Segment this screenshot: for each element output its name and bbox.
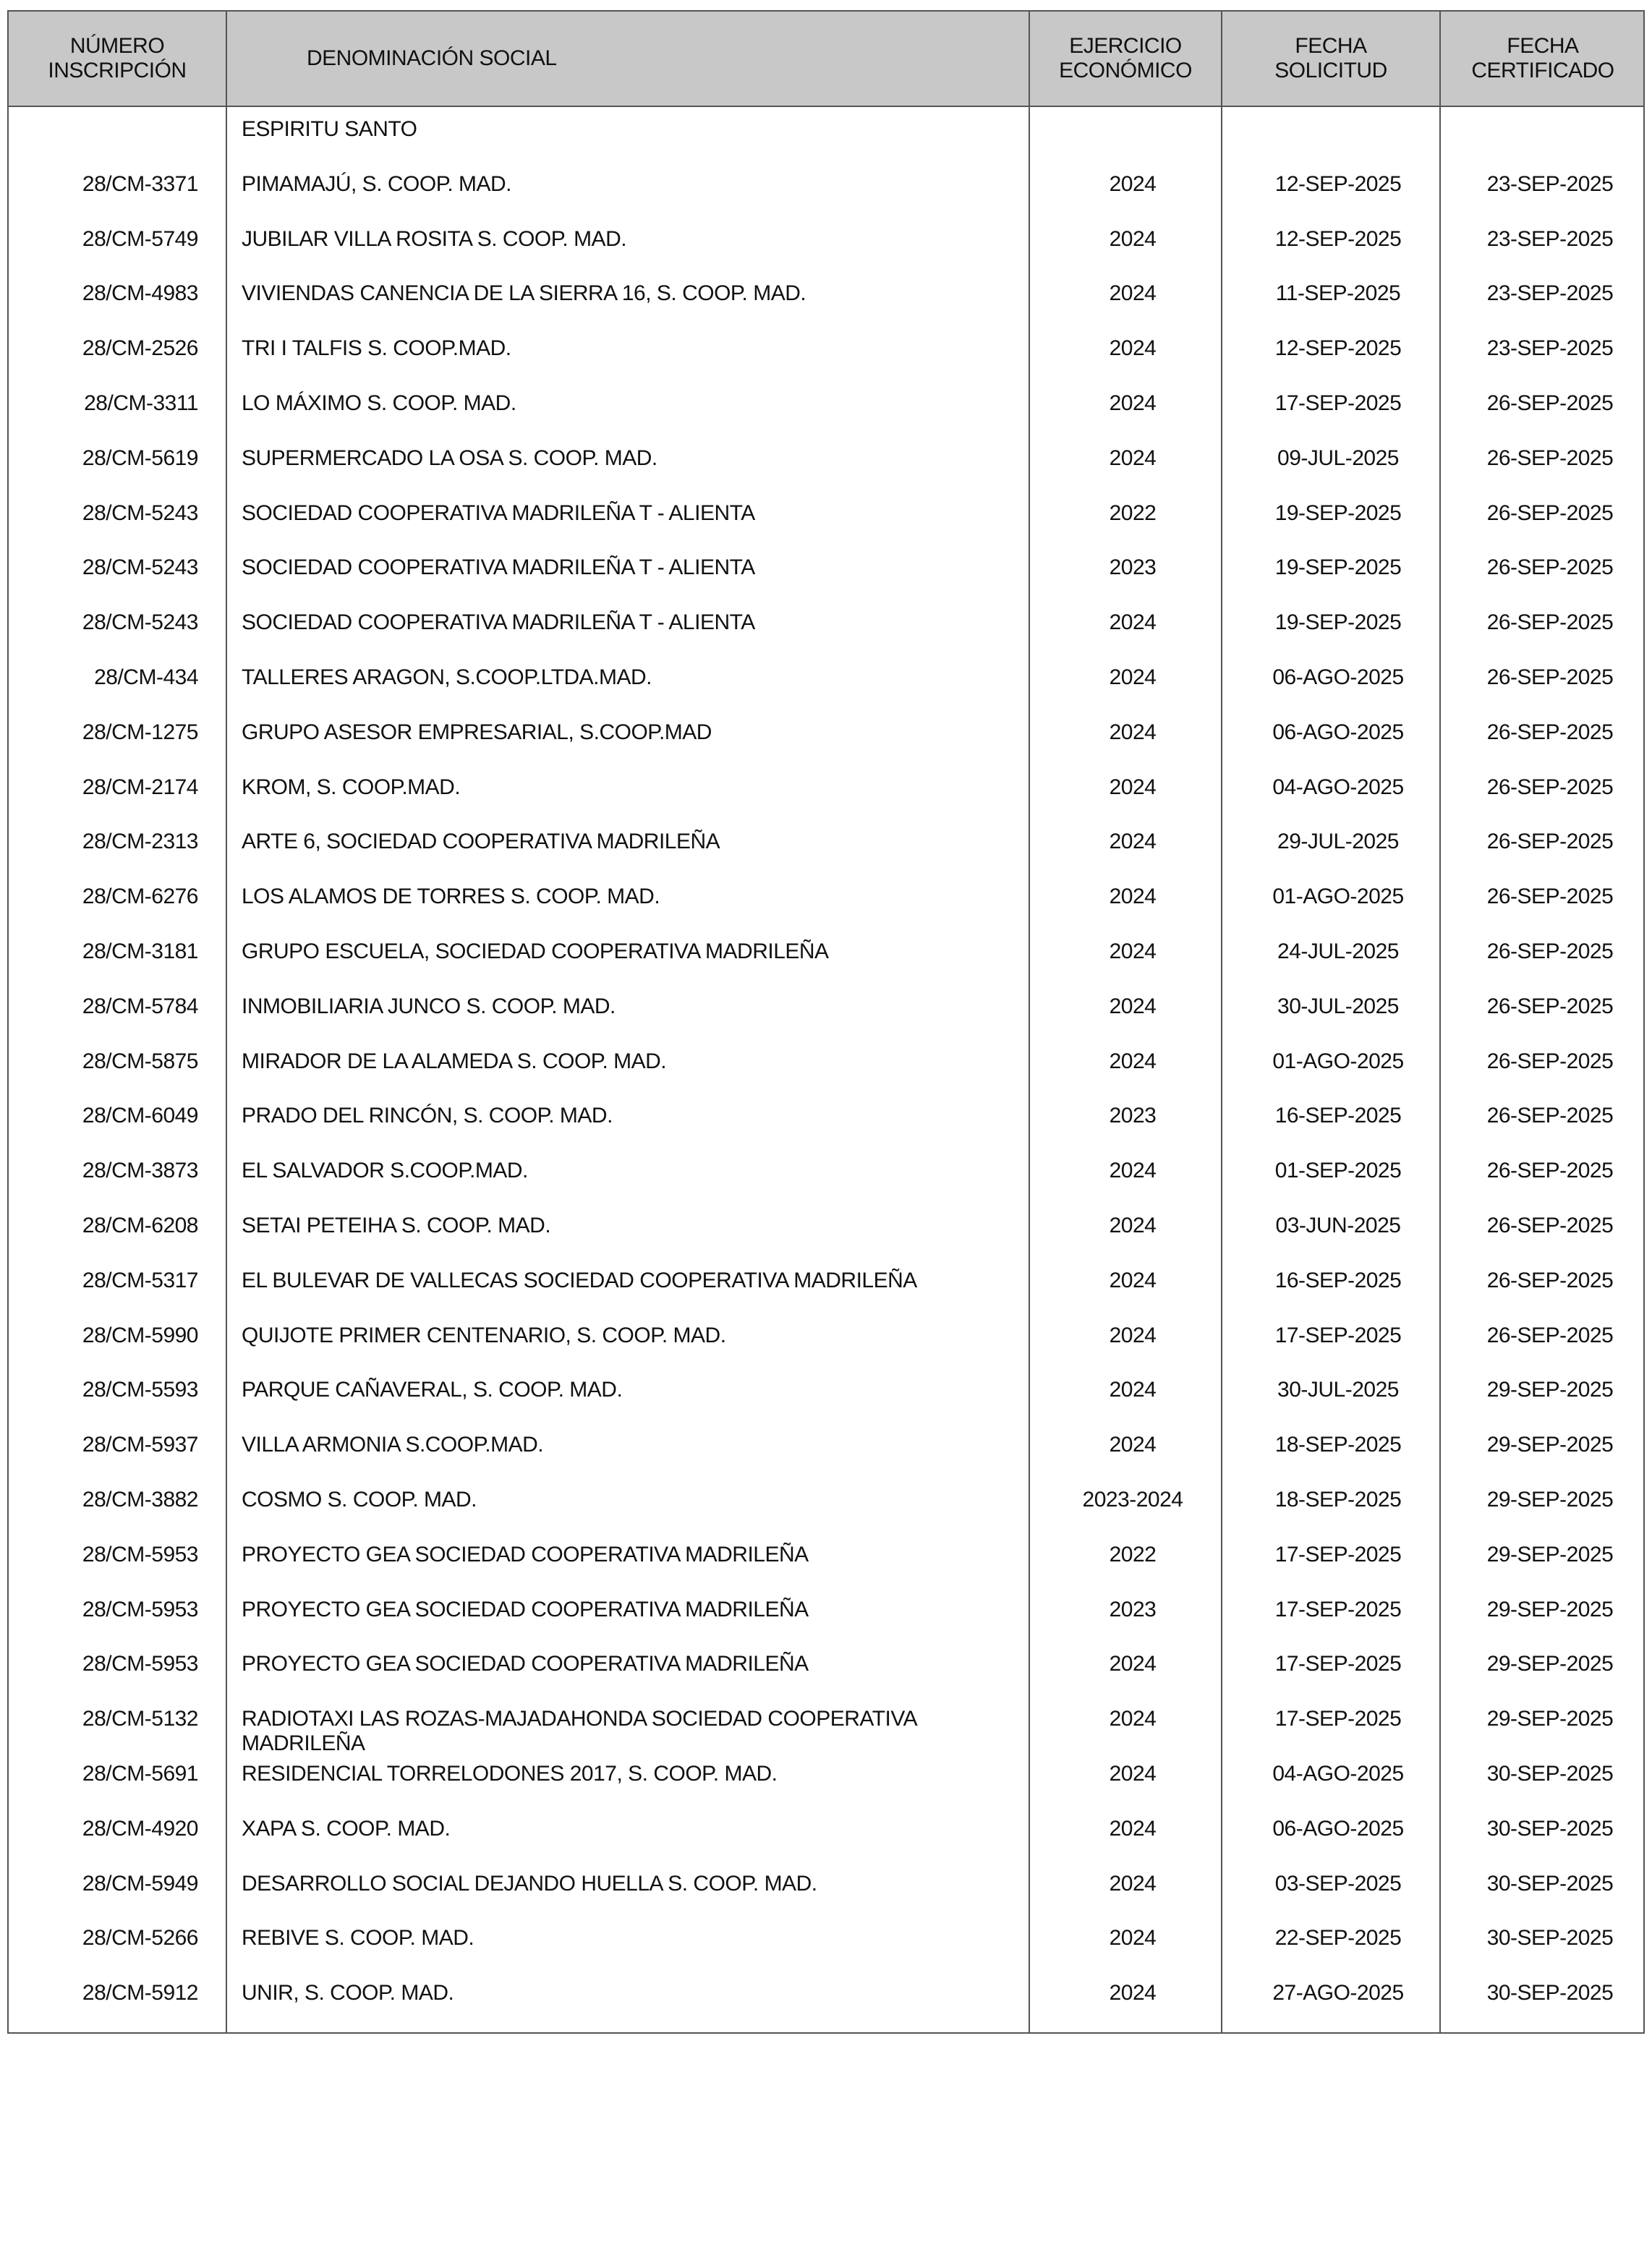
request-date: 17-SEP-2025: [1274, 391, 1402, 415]
certificate-date: 26-SEP-2025: [1486, 1268, 1614, 1292]
fiscal-year: 2024: [1109, 1268, 1157, 1292]
certificate-date: 30-SEP-2025: [1486, 1926, 1614, 1951]
company-name: RESIDENCIAL TORRELODONES 2017, S. COOP. MAD.: [242, 1762, 778, 1786]
company-name: EL BULEVAR DE VALLECAS SOCIEDAD COOPERATIVA MADRILEÑA: [242, 1268, 917, 1292]
company-name: QUIJOTE PRIMER CENTENARIO, S. COOP. MAD.: [242, 1323, 726, 1347]
request-date: 22-SEP-2025: [1274, 1926, 1402, 1951]
registration-number: 28/CM-3181: [82, 939, 198, 963]
certificate-date: 26-SEP-2025: [1486, 555, 1614, 580]
request-date: 11-SEP-2025: [1275, 281, 1401, 306]
table-row: [9, 161, 1643, 215]
fiscal-year: 2024: [1109, 994, 1157, 1018]
fiscal-year: 2024: [1109, 1981, 1157, 2006]
company-name: DESARROLLO SOCIAL DEJANDO HUELLA S. COOP. MAD.: [242, 1871, 817, 1896]
fiscal-year: 2024: [1109, 1926, 1157, 1951]
fiscal-year: 2023-2024: [1082, 1488, 1183, 1512]
header-fecha-solicitud: FECHA SOLICITUD: [1274, 34, 1387, 82]
company-name: RADIOTAXI LAS ROZAS-MAJADAHONDA SOCIEDAD COOPERATIVA MADRILEÑA: [242, 1707, 916, 1756]
registration-number: 28/CM-3371: [82, 171, 198, 196]
request-date: 01-SEP-2025: [1274, 1159, 1402, 1183]
request-date: 30-JUL-2025: [1277, 994, 1399, 1018]
certificate-date: 26-SEP-2025: [1486, 1323, 1614, 1347]
request-date: 18-SEP-2025: [1274, 1488, 1402, 1512]
registration-number: 28/CM-5593: [82, 1378, 198, 1402]
company-name: ESPIRITU SANTO: [242, 117, 417, 141]
table-row: [9, 1640, 1643, 1695]
company-name: EL SALVADOR S.COOP.MAD.: [242, 1159, 528, 1183]
company-name: SOCIEDAD COOPERATIVA MADRILEÑA T - ALIENTA: [242, 610, 755, 635]
certificate-date: 26-SEP-2025: [1486, 1104, 1614, 1128]
fiscal-year: 2024: [1109, 336, 1157, 361]
certificate-date: 30-SEP-2025: [1486, 1981, 1614, 2006]
company-name: PROYECTO GEA SOCIEDAD COOPERATIVA MADRILEÑA: [242, 1542, 809, 1567]
table-row: [9, 325, 1643, 379]
company-name: SETAI PETEIHA S. COOP. MAD.: [242, 1214, 551, 1237]
table-row: [9, 106, 1643, 160]
certificate-date: 26-SEP-2025: [1486, 500, 1614, 525]
company-name: XAPA S. COOP. MAD.: [242, 1816, 451, 1841]
table-row: [9, 1695, 1643, 1756]
fiscal-year: 2024: [1109, 1707, 1157, 1731]
fiscal-year: 2024: [1109, 1652, 1157, 1676]
certificate-date: 23-SEP-2025: [1486, 226, 1614, 251]
registration-number: 28/CM-6208: [82, 1214, 198, 1237]
request-date: 17-SEP-2025: [1274, 1597, 1402, 1621]
table-row: [9, 873, 1643, 927]
table-row: [9, 1860, 1643, 1914]
request-date: 06-AGO-2025: [1272, 720, 1404, 744]
company-name: LO MÁXIMO S. COOP. MAD.: [242, 391, 516, 415]
table-row: [9, 1750, 1643, 1804]
certificate-date: 26-SEP-2025: [1486, 720, 1614, 744]
certificate-date: 29-SEP-2025: [1486, 1433, 1614, 1457]
fiscal-year: 2023: [1109, 555, 1157, 580]
certificate-date: 26-SEP-2025: [1486, 830, 1614, 854]
fiscal-year: 2024: [1109, 226, 1157, 251]
table-row: [9, 599, 1643, 653]
fiscal-year: 2024: [1109, 830, 1157, 854]
table-row: [9, 1476, 1643, 1530]
registration-number: 28/CM-5912: [82, 1981, 198, 2006]
fiscal-year: 2023: [1109, 1597, 1157, 1621]
request-date: 17-SEP-2025: [1274, 1707, 1402, 1731]
registration-number: 28/CM-4920: [82, 1816, 198, 1841]
table-header: [9, 12, 1643, 107]
company-name: INMOBILIARIA JUNCO S. COOP. MAD.: [242, 994, 616, 1018]
registration-number: 28/CM-5132: [82, 1707, 198, 1731]
registration-number: 28/CM-5266: [82, 1926, 198, 1951]
fiscal-year: 2023: [1109, 1104, 1157, 1128]
registration-number: 28/CM-5749: [82, 226, 198, 251]
company-name: SOCIEDAD COOPERATIVA MADRILEÑA T - ALIENTA: [242, 555, 755, 580]
certificate-date: 29-SEP-2025: [1486, 1707, 1614, 1731]
registration-number: 28/CM-5990: [82, 1323, 198, 1347]
table-row: [9, 270, 1643, 324]
registration-number: 28/CM-6049: [82, 1104, 198, 1128]
request-date: 24-JUL-2025: [1277, 939, 1399, 963]
fiscal-year: 2024: [1109, 391, 1157, 415]
certificate-date: 29-SEP-2025: [1486, 1488, 1614, 1512]
company-name: GRUPO ASESOR EMPRESARIAL, S.COOP.MAD: [242, 720, 712, 744]
request-date: 29-JUL-2025: [1277, 830, 1399, 854]
table-row: [9, 435, 1643, 489]
company-name: KROM, S. COOP.MAD.: [242, 775, 461, 799]
registration-number: 28/CM-434: [94, 665, 198, 689]
registration-number: 28/CM-5619: [82, 446, 198, 470]
header-numero: NÚMERO INSCRIPCIÓN: [48, 34, 187, 82]
fiscal-year: 2022: [1109, 500, 1157, 525]
request-date: 03-JUN-2025: [1275, 1214, 1401, 1237]
company-name: VIVIENDAS CANENCIA DE LA SIERRA 16, S. COOP. MAD.: [242, 281, 806, 306]
request-date: 12-SEP-2025: [1274, 226, 1402, 251]
company-name: SOCIEDAD COOPERATIVA MADRILEÑA T - ALIENTA: [242, 500, 755, 525]
table-row: [9, 818, 1643, 872]
request-date: 16-SEP-2025: [1274, 1104, 1402, 1128]
registration-number: 28/CM-2526: [82, 336, 198, 361]
fiscal-year: 2024: [1109, 665, 1157, 689]
fiscal-year: 2024: [1109, 885, 1157, 909]
table-row: [9, 1366, 1643, 1420]
registration-number: 28/CM-6276: [82, 885, 198, 909]
request-date: 03-SEP-2025: [1274, 1871, 1402, 1896]
cooperatives-table: [7, 10, 1645, 2034]
company-name: VILLA ARMONIA S.COOP.MAD.: [242, 1433, 544, 1457]
fiscal-year: 2024: [1109, 1871, 1157, 1896]
company-name: TALLERES ARAGON, S.COOP.LTDA.MAD.: [242, 665, 652, 689]
certificate-date: 30-SEP-2025: [1486, 1816, 1614, 1841]
request-date: 30-JUL-2025: [1277, 1378, 1399, 1402]
registration-number: 28/CM-5243: [82, 555, 198, 580]
fiscal-year: 2024: [1109, 1214, 1157, 1237]
table-row: [9, 1147, 1643, 1201]
fiscal-year: 2024: [1109, 281, 1157, 306]
request-date: 06-AGO-2025: [1272, 665, 1404, 689]
fiscal-year: 2024: [1109, 720, 1157, 744]
certificate-date: 26-SEP-2025: [1486, 610, 1614, 635]
request-date: 19-SEP-2025: [1274, 610, 1402, 635]
request-date: 27-AGO-2025: [1272, 1981, 1404, 2006]
request-date: 12-SEP-2025: [1274, 171, 1402, 196]
certificate-date: 26-SEP-2025: [1486, 391, 1614, 415]
company-name: GRUPO ESCUELA, SOCIEDAD COOPERATIVA MADRILEÑA: [242, 939, 829, 963]
request-date: 17-SEP-2025: [1274, 1323, 1402, 1347]
registration-number: 28/CM-5243: [82, 610, 198, 635]
fiscal-year: 2024: [1109, 1433, 1157, 1457]
registration-number: 28/CM-5937: [82, 1433, 198, 1457]
request-date: 09-JUL-2025: [1277, 446, 1399, 470]
company-name: PIMAMAJÚ, S. COOP. MAD.: [242, 171, 512, 196]
table-row: [9, 654, 1643, 708]
table-row: [9, 1421, 1643, 1475]
registration-number: 28/CM-2313: [82, 830, 198, 854]
certificate-date: 30-SEP-2025: [1486, 1871, 1614, 1896]
certificate-date: 29-SEP-2025: [1486, 1597, 1614, 1621]
certificate-date: 26-SEP-2025: [1486, 885, 1614, 909]
table-row: [9, 1202, 1643, 1256]
header-denominacion: DENOMINACIÓN SOCIAL: [307, 46, 557, 70]
request-date: 04-AGO-2025: [1272, 1762, 1404, 1786]
header-fecha-certificado: FECHA CERTIFICADO: [1471, 34, 1614, 82]
registration-number: 28/CM-1275: [82, 720, 198, 744]
table-row: [9, 1312, 1643, 1366]
registration-number: 28/CM-3873: [82, 1159, 198, 1183]
certificate-date: 26-SEP-2025: [1486, 939, 1614, 963]
fiscal-year: 2024: [1109, 1049, 1157, 1073]
fiscal-year: 2024: [1109, 610, 1157, 635]
company-name: PROYECTO GEA SOCIEDAD COOPERATIVA MADRILEÑA: [242, 1597, 809, 1621]
table-row: [9, 544, 1643, 598]
certificate-date: 26-SEP-2025: [1486, 446, 1614, 470]
certificate-date: 23-SEP-2025: [1486, 281, 1614, 306]
fiscal-year: 2024: [1109, 446, 1157, 470]
certificate-date: 23-SEP-2025: [1486, 336, 1614, 361]
registration-number: 28/CM-5875: [82, 1049, 198, 1073]
company-name: UNIR, S. COOP. MAD.: [242, 1981, 454, 2006]
table-row: [9, 709, 1643, 763]
registration-number: 28/CM-5953: [82, 1597, 198, 1621]
request-date: 18-SEP-2025: [1274, 1433, 1402, 1457]
registration-number: 28/CM-3882: [82, 1488, 198, 1512]
registration-number: 28/CM-2174: [82, 775, 198, 799]
certificate-date: 29-SEP-2025: [1486, 1652, 1614, 1676]
registration-number: 28/CM-3311: [84, 391, 198, 415]
registration-number: 28/CM-5317: [82, 1268, 198, 1292]
request-date: 19-SEP-2025: [1274, 500, 1402, 525]
registration-number: 28/CM-5953: [82, 1542, 198, 1567]
company-name: SUPERMERCADO LA OSA S. COOP. MAD.: [242, 446, 657, 470]
registration-number: 28/CM-5243: [82, 500, 198, 525]
company-name: ARTE 6, SOCIEDAD COOPERATIVA MADRILEÑA: [242, 830, 720, 854]
company-name: JUBILAR VILLA ROSITA S. COOP. MAD.: [242, 226, 627, 251]
company-name: PARQUE CAÑAVERAL, S. COOP. MAD.: [242, 1378, 623, 1402]
company-name: LOS ALAMOS DE TORRES S. COOP. MAD.: [242, 885, 660, 909]
company-name: MIRADOR DE LA ALAMEDA S. COOP. MAD.: [242, 1049, 667, 1073]
table-row: [9, 928, 1643, 982]
fiscal-year: 2024: [1109, 775, 1157, 799]
table-row: [9, 1805, 1643, 1859]
fiscal-year: 2024: [1109, 1378, 1157, 1402]
certificate-date: 26-SEP-2025: [1486, 994, 1614, 1018]
company-name: REBIVE S. COOP. MAD.: [242, 1926, 474, 1951]
table-row: [9, 1038, 1643, 1092]
table-row: [9, 490, 1643, 544]
table-row: [9, 1969, 1643, 2024]
certificate-date: 26-SEP-2025: [1486, 1159, 1614, 1183]
request-date: 01-AGO-2025: [1272, 885, 1404, 909]
company-name: TRI I TALFIS S. COOP.MAD.: [242, 336, 511, 361]
registration-number: 28/CM-5953: [82, 1652, 198, 1676]
header-ejercicio: EJERCICIO ECONÓMICO: [1059, 34, 1192, 82]
fiscal-year: 2024: [1109, 939, 1157, 963]
registration-number: 28/CM-5949: [82, 1871, 198, 1896]
fiscal-year: 2024: [1109, 1159, 1157, 1183]
company-name: COSMO S. COOP. MAD.: [242, 1488, 477, 1512]
certificate-date: 26-SEP-2025: [1486, 1214, 1614, 1237]
request-date: 12-SEP-2025: [1274, 336, 1402, 361]
certificate-date: 26-SEP-2025: [1486, 775, 1614, 799]
table-row: [9, 1257, 1643, 1311]
certificate-date: 29-SEP-2025: [1486, 1378, 1614, 1402]
request-date: 06-AGO-2025: [1272, 1816, 1404, 1841]
table-row: [9, 216, 1643, 270]
registration-number: 28/CM-4983: [82, 281, 198, 306]
request-date: 16-SEP-2025: [1274, 1268, 1402, 1292]
request-date: 17-SEP-2025: [1274, 1542, 1402, 1567]
fiscal-year: 2024: [1109, 1816, 1157, 1841]
table-row: [9, 1586, 1643, 1640]
registration-number: 28/CM-5784: [82, 994, 198, 1018]
fiscal-year: 2024: [1109, 171, 1157, 196]
request-date: 17-SEP-2025: [1274, 1652, 1402, 1676]
table-row: [9, 1531, 1643, 1585]
table-row: [9, 380, 1643, 434]
table-row: [9, 1092, 1643, 1146]
fiscal-year: 2022: [1109, 1542, 1157, 1567]
table-row: [9, 1914, 1643, 1969]
fiscal-year: 2024: [1109, 1762, 1157, 1786]
certificate-date: 30-SEP-2025: [1486, 1762, 1614, 1786]
certificate-date: 23-SEP-2025: [1486, 171, 1614, 196]
certificate-date: 26-SEP-2025: [1486, 1049, 1614, 1073]
table-row: [9, 983, 1643, 1037]
table-row: [9, 764, 1643, 818]
fiscal-year: 2024: [1109, 1323, 1157, 1347]
company-name: PRADO DEL RINCÓN, S. COOP. MAD.: [242, 1104, 613, 1128]
request-date: 04-AGO-2025: [1272, 775, 1404, 799]
request-date: 01-AGO-2025: [1272, 1049, 1404, 1073]
registration-number: 28/CM-5691: [82, 1762, 198, 1786]
certificate-date: 26-SEP-2025: [1486, 665, 1614, 689]
request-date: 19-SEP-2025: [1274, 555, 1402, 580]
certificate-date: 29-SEP-2025: [1486, 1542, 1614, 1567]
company-name: PROYECTO GEA SOCIEDAD COOPERATIVA MADRILEÑA: [242, 1652, 809, 1676]
